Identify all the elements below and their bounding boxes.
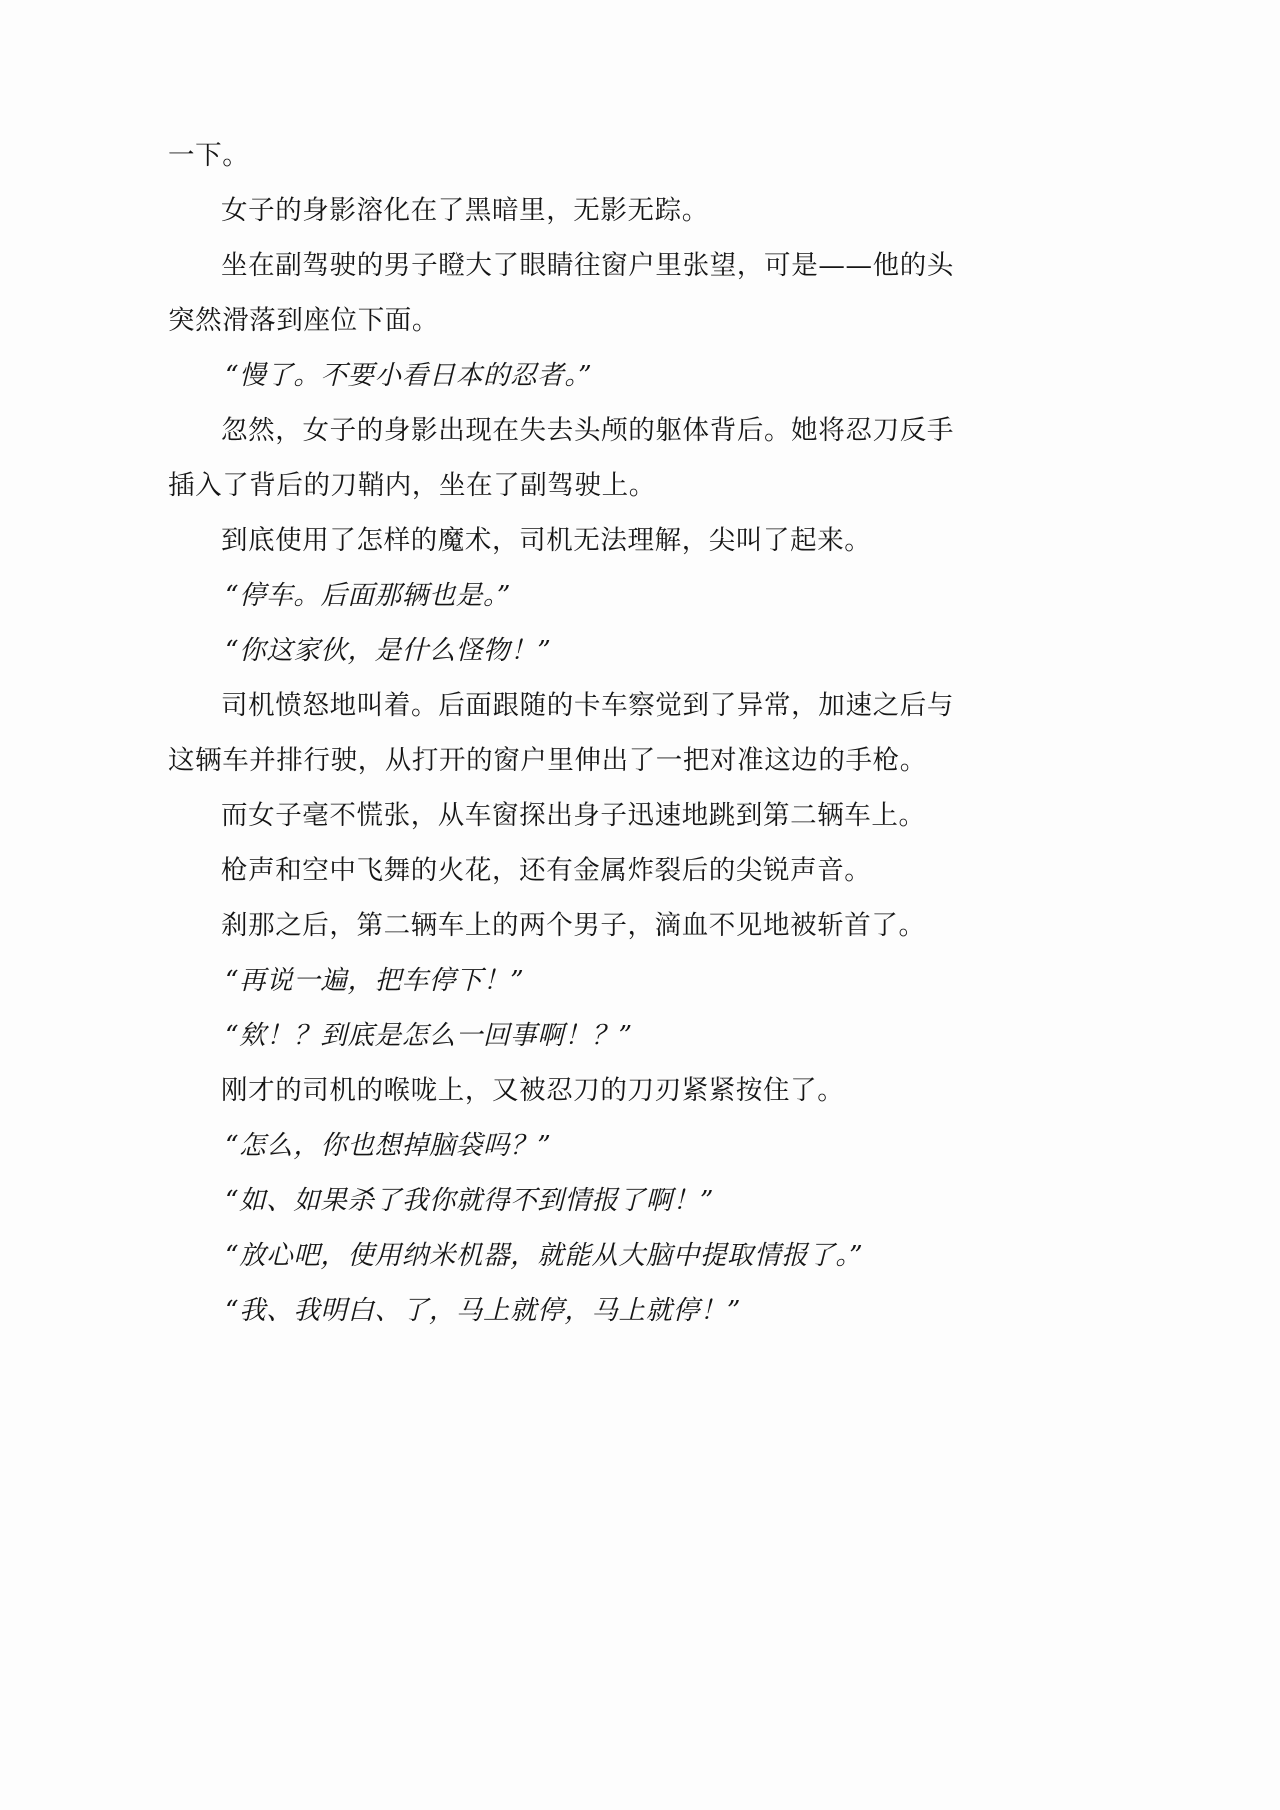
paragraph-dialogue: “我、我明白、了，马上就停，马上就停！”	[224, 1295, 742, 1326]
paragraph: 到底使用了怎样的魔术，司机无法理解，尖叫了起来。	[221, 525, 872, 556]
paragraph-dialogue: “如、如果杀了我你就得不到情报了啊！”	[224, 1185, 714, 1216]
paragraph: 司机愤怒地叫着。后面跟随的卡车察觉到了异常，加速之后与这辆车并排行驶，从打开的窗户里伸出了一把对准这边的手枪。	[168, 690, 954, 776]
paragraph: 忽然，女子的身影出现在失去头颅的躯体背后。她将忍刀反手插入了背后的刀鞘内，坐在了副驾驶上。	[168, 415, 954, 501]
paragraph: 刚才的司机的喉咙上，又被忍刀的刀刃紧紧按住了。	[221, 1075, 845, 1106]
paragraph: 女子的身影溶化在了黑暗里，无影无踪。	[221, 195, 709, 226]
body-text-column	[168, 128, 954, 1338]
paragraph: 而女子毫不慌张，从车窗探出身子迅速地跳到第二辆车上。	[221, 800, 926, 831]
paragraph-dialogue: “怎么，你也想掉脑袋吗？”	[224, 1130, 552, 1161]
paragraph-dialogue: “欸！？到底是怎么一回事啊！？”	[224, 1020, 633, 1051]
paragraph-dialogue: “你这家伙，是什么怪物！”	[224, 635, 552, 666]
paragraph-dialogue: “慢了。不要小看日本的忍者。”	[224, 360, 593, 391]
paragraph: 一下。	[168, 140, 250, 171]
paragraph-dialogue: “停车。后面那辆也是。”	[224, 580, 512, 611]
paragraph: 枪声和空中飞舞的火花，还有金属炸裂后的尖锐声音。	[221, 855, 872, 886]
paragraph-dialogue: “再说一遍，把车停下！”	[224, 965, 525, 996]
paragraph: 刹那之后，第二辆车上的两个男子，滴血不见地被斩首了。	[221, 910, 926, 941]
paragraph-dialogue: “放心吧，使用纳米机器，就能从大脑中提取情报了。”	[224, 1240, 864, 1271]
paragraph: 坐在副驾驶的男子瞪大了眼睛往窗户里张望，可是——他的头突然滑落到座位下面。	[168, 250, 954, 336]
